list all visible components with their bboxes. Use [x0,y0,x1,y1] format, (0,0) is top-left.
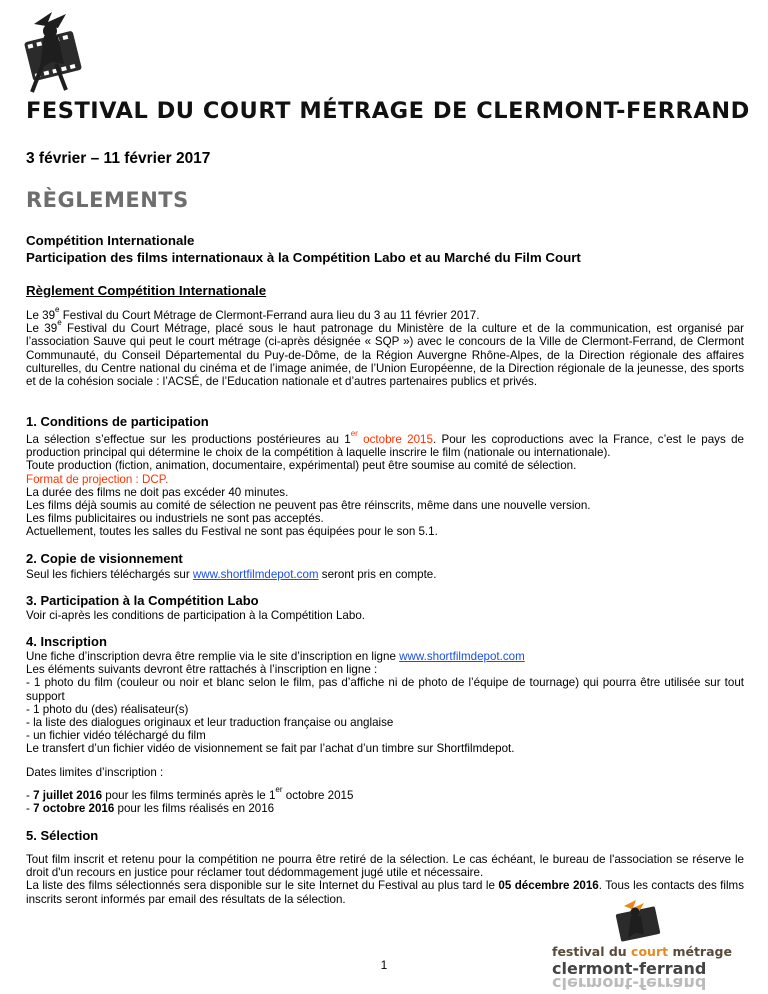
section2-title: 2. Copie de visionnement [26,551,183,566]
intro-p2-b: Festival du Court Métrage, placé sous le haut patronage du Ministère de la culture et de la communication, est organisé par l’association Sauve qui peut le court métrage (ci-après désignée « SQP ») avec le concours de la Ville de Clermont-Ferrand, de Clermont Communauté, du Conseil Départemental du Puy-de-Dôme, de la Région Auvergne Rhône-Alpes, de la Direction régionale des affaires culturelles, du Centre national du cinéma et de l’image animée, de l’Union Européenne, de la Direction régionale de la jeunesse, des sports et de la cohésion sociale : l’ACSÉ, de l’Education nationale et d’autres partenaires publics et privés. [26,322,744,389]
intro-p1-a: Le 39 [26,309,56,322]
deadline2-dash: - [26,802,34,816]
intro-p2-a: Le 39 [26,322,58,336]
section1-p-a: La sélection s’effectue sur les productions postérieures au 1 [26,433,351,446]
section4-line6: - un fichier vidéo téléchargé du film [26,729,206,743]
section3-title: 3. Participation à la Compétition Labo [26,593,259,608]
section5-title: 5. Sélection [26,828,99,843]
deadline2-date: 7 octobre 2016 [33,802,115,816]
festival-logo-icon [22,6,84,96]
section1-line-duree: La durée des films ne doit pas excéder 40 minutes. [26,485,289,499]
intro-paragraph [26,305,744,389]
section4-line4: - 1 photo du (des) réalisateur(s) [26,702,189,716]
deadline2-a: pour les films réalisés en 2016 [114,802,275,816]
shortfilmdepot-inscription-link[interactable]: www.shortfilmdepot.com [399,650,525,663]
footer-festival-logo [540,900,740,994]
section1-line-toute: Toute production (fiction, animation, documentaire, expérimental) peut être soumise au comité de sélection. [26,459,577,473]
section5-p2-date: 05 décembre 2016 [498,879,599,893]
intro-p1-b: Festival du Court Métrage de Clermont-Ferrand aura lieu du 3 au 11 février 2017. [59,309,480,322]
section5-p1: Tout film inscrit et retenu pour la compétition ne pourra être retiré de la sélection. Le cas échéant, le bureau de l'association se réserve le droit d'un recours en justice pour réclamer tout dédommagement jugé utile et nécessaire. [26,853,744,880]
section3-body: Voir ci-après les conditions de participation à la Compétition Labo. [26,609,365,622]
section2-p-b: seront pris en compte. [318,568,437,581]
section4-line5: - la liste des dialogues originaux et leur traduction française ou anglaise [26,716,394,730]
section1-title: 1. Conditions de participation [26,414,209,429]
section1-line-pub: Les films publicitaires ou industriels ne sont pas acceptés. [26,512,324,526]
footer-logo-line2: clermont-ferrand [552,959,707,978]
section5-body [26,853,744,906]
section4-line2: Les éléments suivants devront être rattachés à l’inscription en ligne : [26,663,378,677]
section1-line-salles: Actuellement, toutes les salles du Festival ne sont pas équipées pour le son 5.1. [26,525,438,539]
reglements-heading: RÈGLEMENTS [26,188,189,212]
festival-dates: 3 février – 11 février 2017 [26,150,211,167]
deadline1-sup: er [275,785,283,794]
section1-line-deja: Les films déjà soumis au comité de sélection ne peuvent pas être réinscrits, même dans une nouvelle version. [26,499,591,513]
competition-line1: Compétition Internationale [26,233,195,248]
intro-p2-sup: e [57,318,62,328]
section4-line1-a: Une fiche d’inscription devra être remplie via le site d’inscription en ligne [26,650,400,663]
section1-p-red: octobre 2015 [357,433,433,446]
section4-body [26,650,744,756]
section4-line3: - 1 photo du film (couleur ou noir et blanc selon le film, pas d’affiche ni de photo de l’équipe de tournage) qui pourra être utilisée sur tout support [26,676,744,703]
section5-p2-a: La liste des films sélectionnés sera disponible sur le site Internet du Festival au plus tard le [26,879,499,893]
footer-logo-icon [616,900,661,942]
footer-logo-reflection: clermont-ferrand [552,974,707,993]
footer-logo-line1: festival du court métrage [552,944,732,959]
section4-line7: Le transfert d’un fichier vidéo de visionnement se fait par l’achat d’un timbre sur Shortfilmdepot. [26,742,515,756]
reglement-heading: Règlement Compétition Internationale [26,283,267,298]
dates-limites-label: Dates limites d’inscription : [26,766,164,779]
shortfilmdepot-link[interactable]: www.shortfilmdepot.com [192,568,319,581]
section2-body [26,568,744,581]
deadline1-a: pour les films terminés après le 1 [102,789,276,802]
section1-line-format: Format de projection : DCP. [26,472,169,486]
section1-p-sup: er [350,429,358,438]
section4-title: 4. Inscription [26,634,107,649]
deadline1-dash: - [26,789,34,802]
festival-title: FESTIVAL DU COURT MÉTRAGE DE CLERMONT-FERRAND [26,98,750,124]
section1-p-b: . Pour les coproductions avec la France, c’est le pays de production principal qui détermine le choix de la compétition à laquelle inscrire le film (nationale ou internationale). [26,433,744,460]
section1-body [26,429,744,539]
deadline1-date: 7 juillet 2016 [33,789,103,802]
section5-p2-b: . Tous les contacts des films inscrits seront informés par email des résultats de la sélection. [26,879,745,906]
deadline-list [26,785,744,816]
intro-p1-sup: e [55,305,60,314]
page-number: 1 [380,958,388,972]
deadline1-b: octobre 2015 [282,789,354,802]
competition-line2: Participation des films internationaux à la Compétition Labo et au Marché du Film Court [26,250,581,265]
section2-p-a: Seul les fichiers téléchargés sur [26,568,193,581]
competition-heading [26,232,581,266]
